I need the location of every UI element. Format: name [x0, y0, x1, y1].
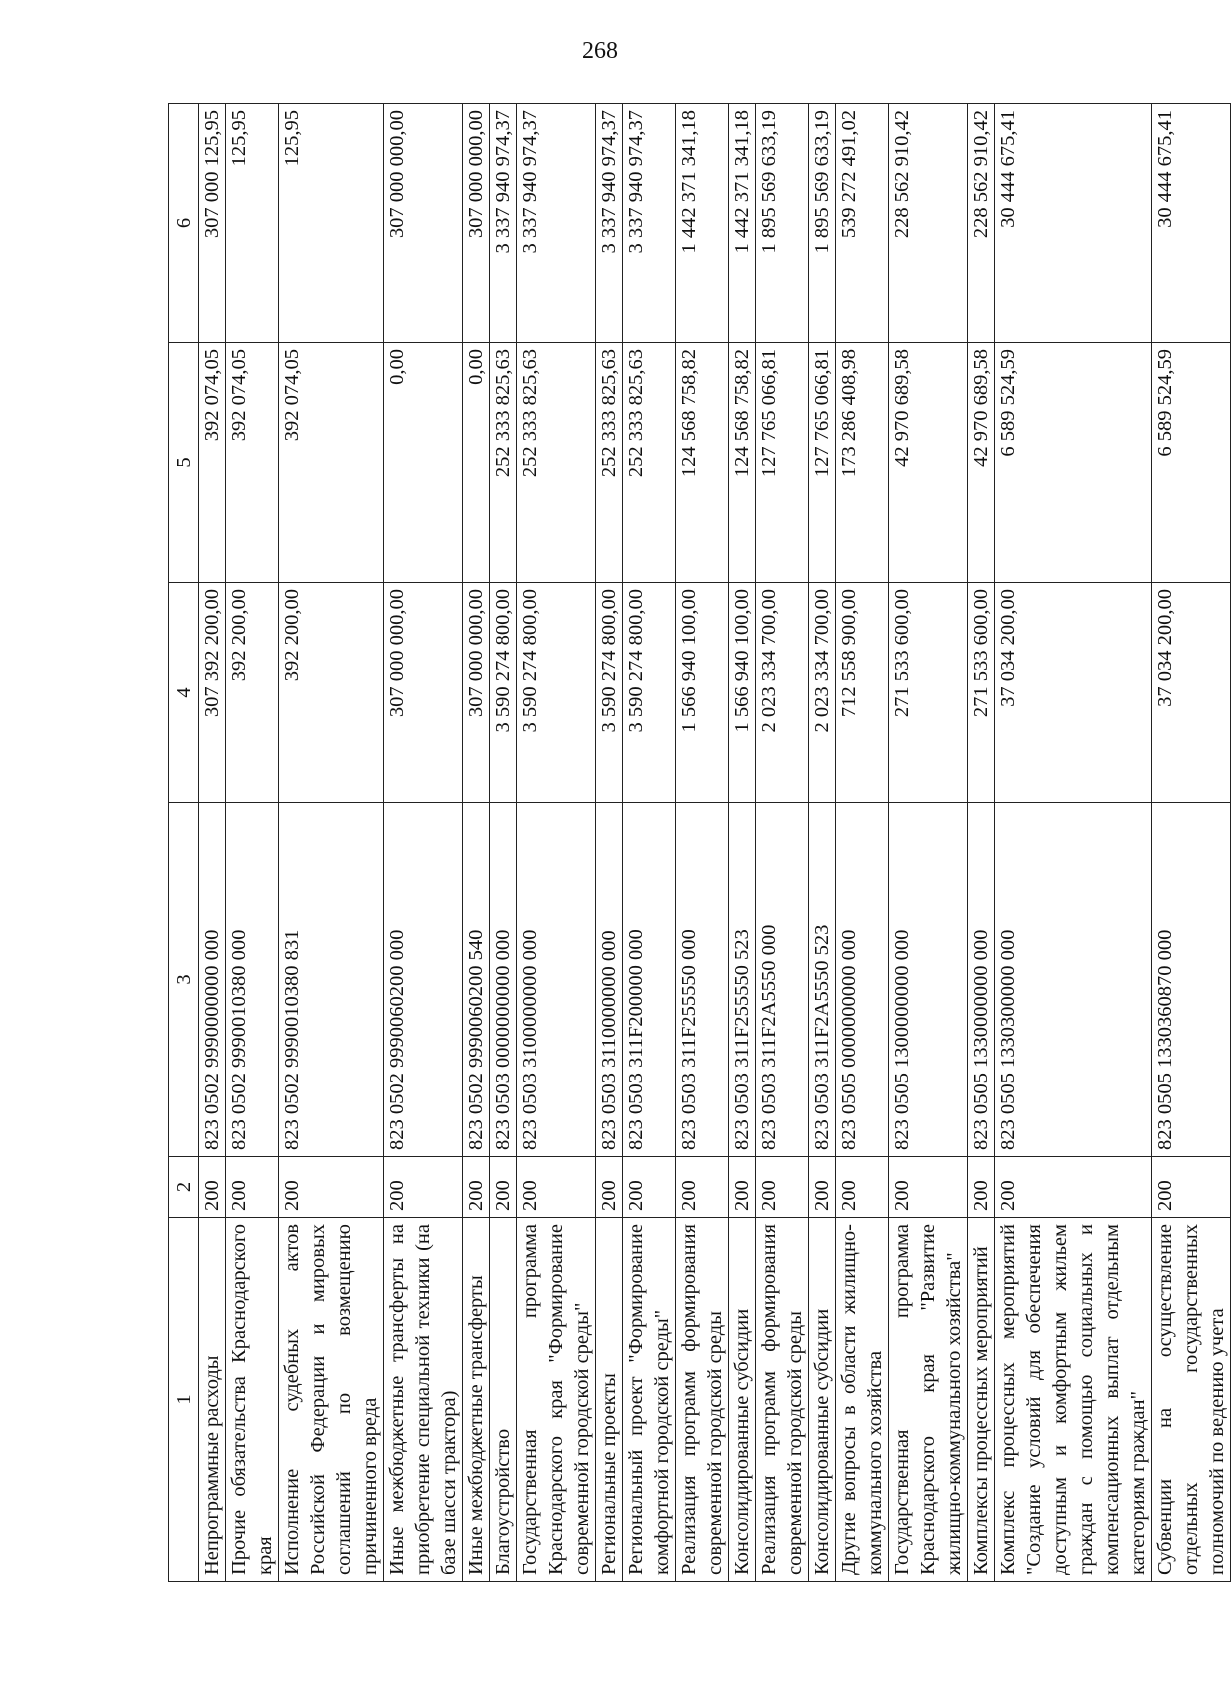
table-row	[889, 104, 968, 1582]
row-col5-cell: 0,00	[384, 343, 463, 583]
table-row	[517, 104, 596, 1582]
row-col5-cell: 124 568 758,82	[729, 343, 756, 583]
column-header: 3	[169, 803, 199, 1157]
row-code-cell: 823 0502 9990060200 000	[384, 803, 463, 1157]
table-row	[463, 104, 490, 1582]
row-col6-cell: 3 337 940 974,37	[596, 104, 623, 343]
row-code-cell: 823 0505 1300000000 000	[889, 803, 968, 1157]
row-col2-cell: 200	[384, 1157, 463, 1218]
column-header: 2	[169, 1157, 199, 1218]
row-col4-cell: 3 590 274 800,00	[517, 583, 596, 803]
row-col4-cell: 37 034 200,00	[995, 583, 1152, 803]
table-row	[836, 104, 889, 1582]
row-col6-cell: 1 895 569 633,19	[809, 104, 836, 343]
row-name-cell: Региональные проекты	[596, 1218, 623, 1582]
row-code-cell: 823 0502 9990000000 000	[199, 803, 226, 1157]
row-col4-cell: 1 566 940 100,00	[676, 583, 729, 803]
row-name-cell: Другие вопросы в области жилищно-коммунального хозяйства	[836, 1218, 889, 1582]
row-col5-cell: 0,00	[463, 343, 490, 583]
row-code-cell: 823 0502 9990060200 540	[463, 803, 490, 1157]
row-col5-cell: 392 074,05	[279, 343, 384, 583]
row-col6-cell: 3 337 940 974,37	[517, 104, 596, 343]
row-col6-cell: 307 000 000,00	[463, 104, 490, 343]
row-name-cell: Комплексы процессных мероприятий	[968, 1218, 995, 1582]
row-code-cell: 823 0503 311F200000 000	[623, 803, 676, 1157]
row-code-cell: 823 0503 0000000000 000	[490, 803, 517, 1157]
column-header: 4	[169, 583, 199, 803]
row-col5-cell: 173 286 408,98	[836, 343, 889, 583]
row-col4-cell: 2 023 334 700,00	[756, 583, 809, 803]
row-col6-cell: 30 444 675,41	[1152, 104, 1231, 343]
row-col6-cell: 125,95	[279, 104, 384, 343]
row-col2-cell: 200	[995, 1157, 1152, 1218]
row-col4-cell: 3 590 274 800,00	[623, 583, 676, 803]
row-name-cell: Иные межбюджетные трансферты	[463, 1218, 490, 1582]
row-name-cell: Государственная программа Краснодарского края "Развитие жилищно-коммунального хозяйства"	[889, 1218, 968, 1582]
row-col2-cell: 200	[199, 1157, 226, 1218]
row-col4-cell: 3 590 274 800,00	[596, 583, 623, 803]
row-col2-cell: 200	[279, 1157, 384, 1218]
row-col2-cell: 200	[1152, 1157, 1231, 1218]
row-name-cell: Непрограммные расходы	[199, 1218, 226, 1582]
row-code-cell: 823 0502 9990010380 831	[279, 803, 384, 1157]
row-col5-cell: 252 333 825,63	[596, 343, 623, 583]
row-col5-cell: 124 568 758,82	[676, 343, 729, 583]
table-row	[199, 104, 226, 1582]
row-col2-cell: 200	[968, 1157, 995, 1218]
rotated-table-container	[168, 104, 1228, 1582]
row-col2-cell: 200	[729, 1157, 756, 1218]
table-row	[809, 104, 836, 1582]
row-col6-cell: 228 562 910,42	[889, 104, 968, 343]
row-col4-cell: 392 200,00	[226, 583, 279, 803]
table-row	[995, 104, 1152, 1582]
row-col2-cell: 200	[596, 1157, 623, 1218]
row-col6-cell: 3 337 940 974,37	[623, 104, 676, 343]
row-col6-cell: 3 337 940 974,37	[490, 104, 517, 343]
row-col6-cell: 125,95	[226, 104, 279, 343]
row-col5-cell: 42 970 689,58	[889, 343, 968, 583]
row-code-cell: 823 0505 0000000000 000	[836, 803, 889, 1157]
row-col2-cell: 200	[836, 1157, 889, 1218]
table-row	[384, 104, 463, 1582]
table-row	[226, 104, 279, 1582]
row-col2-cell: 200	[517, 1157, 596, 1218]
table-row	[968, 104, 995, 1582]
row-col6-cell: 307 000 000,00	[384, 104, 463, 343]
row-col4-cell: 1 566 940 100,00	[729, 583, 756, 803]
row-col4-cell: 307 000 000,00	[384, 583, 463, 803]
row-name-cell: Консолидированные субсидии	[729, 1218, 756, 1582]
row-col4-cell: 2 023 334 700,00	[809, 583, 836, 803]
row-col6-cell: 30 444 675,41	[995, 104, 1152, 343]
row-col2-cell: 200	[756, 1157, 809, 1218]
row-code-cell: 823 0503 3110000000 000	[596, 803, 623, 1157]
row-code-cell: 823 0505 1330300000 000	[995, 803, 1152, 1157]
row-col4-cell: 37 034 200,00	[1152, 583, 1231, 803]
row-name-cell: Иные межбюджетные трансферты на приобретение специальной техники (на базе шасси трактора)	[384, 1218, 463, 1582]
row-code-cell: 823 0505 1330360870 000	[1152, 803, 1231, 1157]
row-name-cell: Субвенции на осуществление отдельных государственных полномочий по ведению учета	[1152, 1218, 1231, 1582]
row-code-cell: 823 0503 311F255550 523	[729, 803, 756, 1157]
row-col2-cell: 200	[809, 1157, 836, 1218]
row-col4-cell: 392 200,00	[279, 583, 384, 803]
row-col5-cell: 42 970 689,58	[968, 343, 995, 583]
row-col5-cell: 252 333 825,63	[517, 343, 596, 583]
table-row	[729, 104, 756, 1582]
row-col5-cell: 392 074,05	[226, 343, 279, 583]
row-name-cell: Реализация программ формирования современной городской среды	[756, 1218, 809, 1582]
table-header-row	[169, 104, 199, 1582]
column-header: 5	[169, 343, 199, 583]
row-col2-cell: 200	[226, 1157, 279, 1218]
row-name-cell: Исполнение судебных актов Российской Федерации и мировых соглашений по возмещению причиненного вреда	[279, 1218, 384, 1582]
row-col2-cell: 200	[463, 1157, 490, 1218]
table-row	[756, 104, 809, 1582]
row-col6-cell: 228 562 910,42	[968, 104, 995, 343]
table-row	[490, 104, 517, 1582]
row-code-cell: 823 0503 311F255550 000	[676, 803, 729, 1157]
row-name-cell: Региональный проект "Формирование комфортной городской среды"	[623, 1218, 676, 1582]
row-col6-cell: 539 272 491,02	[836, 104, 889, 343]
row-col2-cell: 200	[623, 1157, 676, 1218]
row-code-cell: 823 0505 1330000000 000	[968, 803, 995, 1157]
row-col5-cell: 127 765 066,81	[756, 343, 809, 583]
table-row	[1152, 104, 1231, 1582]
table-row	[676, 104, 729, 1582]
row-col4-cell: 307 000 000,00	[463, 583, 490, 803]
row-code-cell: 823 0502 9990010380 000	[226, 803, 279, 1157]
row-col6-cell: 1 442 371 341,18	[729, 104, 756, 343]
row-col4-cell: 271 533 600,00	[968, 583, 995, 803]
row-code-cell: 823 0503 311F2A5550 000	[756, 803, 809, 1157]
row-name-cell: Комплекс процессных мероприятий "Создание условий для обеспечения доступным и комфортным жильем граждан с помощью социальных и компенсационных выплат отдельным категориям граждан"	[995, 1218, 1152, 1582]
row-name-cell: Благоустройство	[490, 1218, 517, 1582]
budget-table	[168, 103, 1231, 1582]
table-row	[623, 104, 676, 1582]
row-col4-cell: 307 392 200,00	[199, 583, 226, 803]
row-col5-cell: 252 333 825,63	[490, 343, 517, 583]
page-number: 268	[582, 38, 618, 64]
row-col5-cell: 392 074,05	[199, 343, 226, 583]
row-col5-cell: 6 589 524,59	[995, 343, 1152, 583]
column-header: 1	[169, 1218, 199, 1582]
row-name-cell: Государственная программа Краснодарского края "Формирование современной городской среды"	[517, 1218, 596, 1582]
row-col2-cell: 200	[490, 1157, 517, 1218]
row-col4-cell: 3 590 274 800,00	[490, 583, 517, 803]
row-name-cell: Реализация программ формирования современной городской среды	[676, 1218, 729, 1582]
row-col6-cell: 1 442 371 341,18	[676, 104, 729, 343]
row-col4-cell: 271 533 600,00	[889, 583, 968, 803]
row-col2-cell: 200	[889, 1157, 968, 1218]
row-col5-cell: 6 589 524,59	[1152, 343, 1231, 583]
row-name-cell: Прочие обязательства Краснодарского края	[226, 1218, 279, 1582]
row-col6-cell: 307 000 125,95	[199, 104, 226, 343]
row-col6-cell: 1 895 569 633,19	[756, 104, 809, 343]
row-code-cell: 823 0503 3100000000 000	[517, 803, 596, 1157]
row-col5-cell: 127 765 066,81	[809, 343, 836, 583]
row-name-cell: Консолидированные субсидии	[809, 1218, 836, 1582]
row-col4-cell: 712 558 900,00	[836, 583, 889, 803]
row-col2-cell: 200	[676, 1157, 729, 1218]
column-header: 6	[169, 104, 199, 343]
row-code-cell: 823 0503 311F2A5550 523	[809, 803, 836, 1157]
table-row	[596, 104, 623, 1582]
table-row	[279, 104, 384, 1582]
row-col5-cell: 252 333 825,63	[623, 343, 676, 583]
